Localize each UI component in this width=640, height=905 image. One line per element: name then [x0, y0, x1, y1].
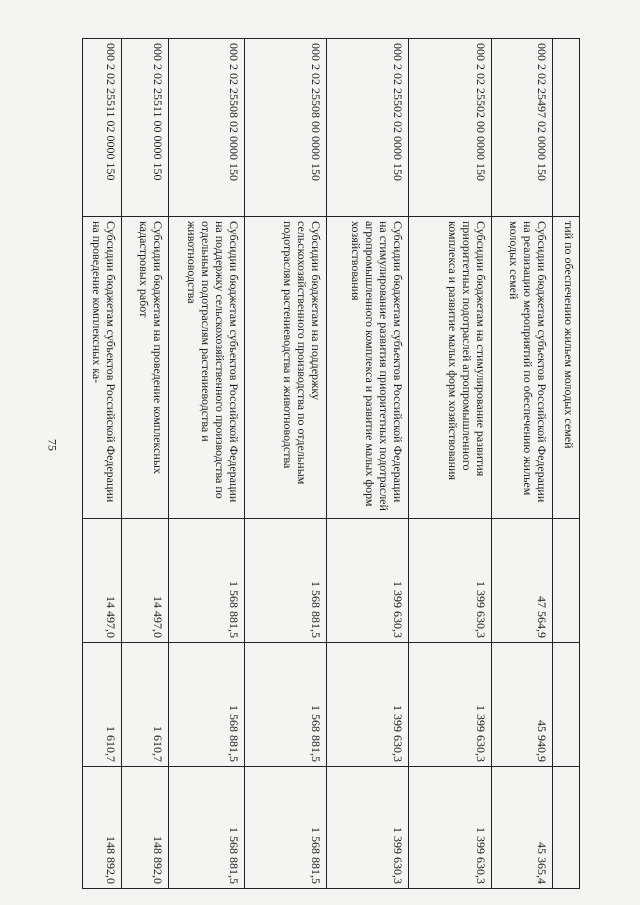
row-value-3: 45 365,4 [492, 767, 553, 889]
row-value-2: 1 399 630,3 [409, 643, 492, 767]
row-code: 000 2 02 25502 00 0000 150 [409, 39, 492, 217]
row-value-2: 45 940,9 [492, 643, 553, 767]
row-value-3: 1 568 881,5 [169, 767, 245, 889]
row-value-1: 1 399 630,3 [409, 519, 492, 643]
row-code: 000 2 02 25508 00 0000 150 [245, 39, 327, 217]
row-name: Субсидии бюджетам субъектов Российской Федерации на проведение комплексных ка- [83, 217, 122, 519]
row-value-1: 1 568 881,5 [169, 519, 245, 643]
row-value-1: 14 497,0 [122, 519, 169, 643]
row-code: 000 2 02 25497 02 0000 150 [492, 39, 553, 217]
row-code: 000 2 02 25511 02 0000 150 [83, 39, 122, 217]
row-value-3: 148 892,0 [83, 767, 122, 889]
row-name: Субсидии бюджетам на проведение комплексных кадастровых работ [122, 217, 169, 519]
rotated-page-content [90, 38, 580, 888]
row-value-2: 1 568 881,5 [245, 643, 327, 767]
row-value-2: 1 610,7 [122, 643, 169, 767]
row-code: 000 2 02 25511 00 0000 150 [122, 39, 169, 217]
row-value-2: 1 610,7 [83, 643, 122, 767]
row-value-3: 1 399 630,3 [327, 767, 409, 889]
row-code: 000 2 02 25502 02 0000 150 [327, 39, 409, 217]
row-value-3: 1 399 630,3 [409, 767, 492, 889]
row-name: Субсидии бюджетам субъектов Российской Федерации на реализацию мероприятий по обеспечению жильем молодых семей [492, 217, 553, 519]
row-value-1: 47 564,9 [492, 519, 553, 643]
row-value-1 [553, 519, 580, 643]
row-value-1: 14 497,0 [83, 519, 122, 643]
table-row [492, 39, 553, 889]
table-row [245, 39, 327, 889]
table-row [327, 39, 409, 889]
row-name: Субсидии бюджетам субъектов Российской Федерации на поддержку сельскохозяйственного производства по отдельным подотраслям растениеводства и животноводства [169, 217, 245, 519]
row-value-3: 1 568 881,5 [245, 767, 327, 889]
row-name: Субсидии бюджетам на поддержку сельскохозяйственного производства по отдельным подотраслям растениеводства и животноводства [245, 217, 327, 519]
row-code: 000 2 02 25508 02 0000 150 [169, 39, 245, 217]
row-value-1: 1 568 881,5 [245, 519, 327, 643]
table-row [83, 39, 122, 889]
table-row [409, 39, 492, 889]
budget-table [82, 38, 580, 889]
table-row [553, 39, 580, 889]
row-value-2: 1 568 881,5 [169, 643, 245, 767]
row-name: Субсидии бюджетам субъектов Российской Федерации на стимулирование развития приоритетных подотраслей агропромышленного комплекса и развитие малых форм хозяйствования [327, 217, 409, 519]
table-row [169, 39, 245, 889]
row-code [553, 39, 580, 217]
page-number: 75 [45, 439, 60, 451]
row-value-3 [553, 767, 580, 889]
row-name: Субсидии бюджетам на стимулирование развития приоритетных подотраслей агропромышленного комплекса и развитие малых форм хозяйствования [409, 217, 492, 519]
table-row [122, 39, 169, 889]
row-name: тий по обеспечению жильем молодых семей [553, 217, 580, 519]
row-value-2: 1 399 630,3 [327, 643, 409, 767]
row-value-3: 148 892,0 [122, 767, 169, 889]
row-value-1: 1 399 630,3 [327, 519, 409, 643]
row-value-2 [553, 643, 580, 767]
